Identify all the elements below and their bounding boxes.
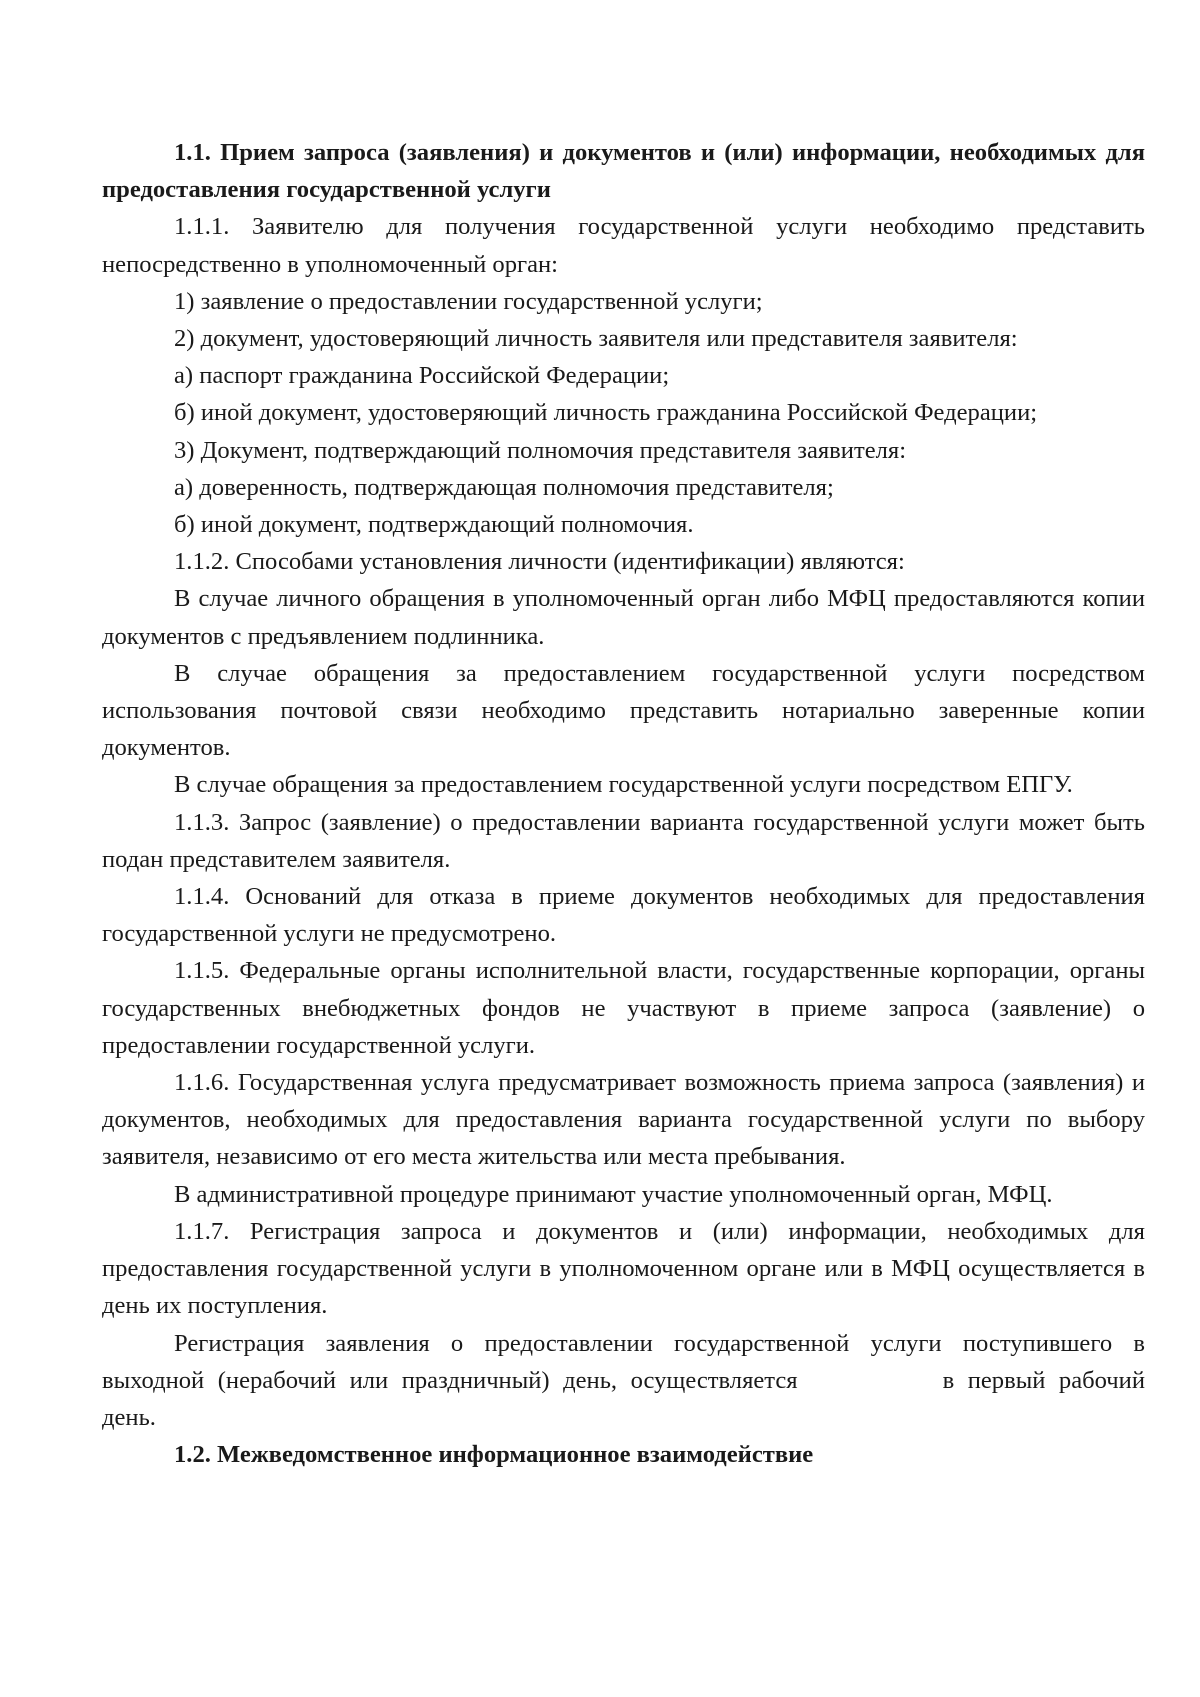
- list-item-2a: а) паспорт гражданина Российской Федерации;: [174, 362, 670, 390]
- list-item-1: 1) заявление о предоставлении государственной услуги;: [174, 287, 763, 315]
- paragraph-1-1-2: 1.1.2. Способами установления личности (идентификации) являются:: [174, 548, 905, 576]
- paragraph-postal: В случае обращения за предоставлением государственной услуги посредством использования почтовой связи необходимо представить нотариально заверенные копии документов.: [102, 659, 1145, 762]
- paragraph-personal-visit: В случае личного обращения в уполномоченный орган либо МФЦ предоставляются копии документов с предъявлением подлинника.: [102, 585, 1145, 650]
- registration-text-part2: в первый рабочий день.: [102, 1366, 1145, 1431]
- paragraph-registration: [102, 1325, 1145, 1437]
- document-body: [102, 134, 1145, 1473]
- paragraph-1-1-3: 1.1.3. Запрос (заявление) о предоставлении варианта государственной услуги может быть подан представителем заявителя.: [102, 808, 1145, 873]
- paragraph-1-1-1: 1.1.1. Заявителю для получения государственной услуги необходимо представить непосредственно в уполномоченный орган:: [102, 213, 1145, 278]
- paragraph-1-1-5: 1.1.5. Федеральные органы исполнительной власти, государственные корпорации, органы государственных внебюджетных фондов не участвуют в приеме запроса (заявление) о предоставлении государственной услуги.: [102, 957, 1145, 1059]
- list-item-2b: б) иной документ, удостоверяющий личность гражданина Российской Федерации;: [174, 399, 1038, 427]
- list-item-3a: а) доверенность, подтверждающая полномочия представителя;: [174, 473, 834, 501]
- list-item-2: 2) документ, удостоверяющий личность заявителя или представителя заявителя:: [174, 325, 1018, 353]
- paragraph-admin-procedure: В административной процедуре принимают участие уполномоченный орган, МФЦ.: [174, 1180, 1053, 1208]
- section-heading-1-2: 1.2. Межведомственное информационное взаимодействие: [174, 1441, 814, 1469]
- list-item-3: 3) Документ, подтверждающий полномочия представителя заявителя:: [174, 436, 907, 464]
- paragraph-epgu: В случае обращения за предоставлением государственной услуги посредством ЕПГУ.: [174, 771, 1073, 799]
- list-item-3b: б) иной документ, подтверждающий полномочия.: [174, 511, 694, 539]
- paragraph-1-1-4: 1.1.4. Оснований для отказа в приеме документов необходимых для предоставления государственной услуги не предусмотрено.: [102, 883, 1145, 948]
- paragraph-1-1-6: 1.1.6. Государственная услуга предусматривает возможность приема запроса (заявления) и документов, необходимых для предоставления варианта государственной услуги по выбору заявителя, независимо от его места жительства или места пребывания.: [102, 1069, 1145, 1171]
- registration-text-part1: Регистрация заявления о предоставлении государственной услуги поступившего в выходной (нерабочий или праздничный) день, осуществляется: [102, 1329, 1145, 1394]
- paragraph-1-1-7: 1.1.7. Регистрация запроса и документов и (или) информации, необходимых для предоставления государственной услуги в уполномоченном органе или в МФЦ осуществляется в день их поступления.: [102, 1217, 1145, 1320]
- section-heading-1-1: 1.1. Прием запроса (заявления) и документов и (или) информации, необходимых для предоставления государственной услуги: [102, 139, 1145, 204]
